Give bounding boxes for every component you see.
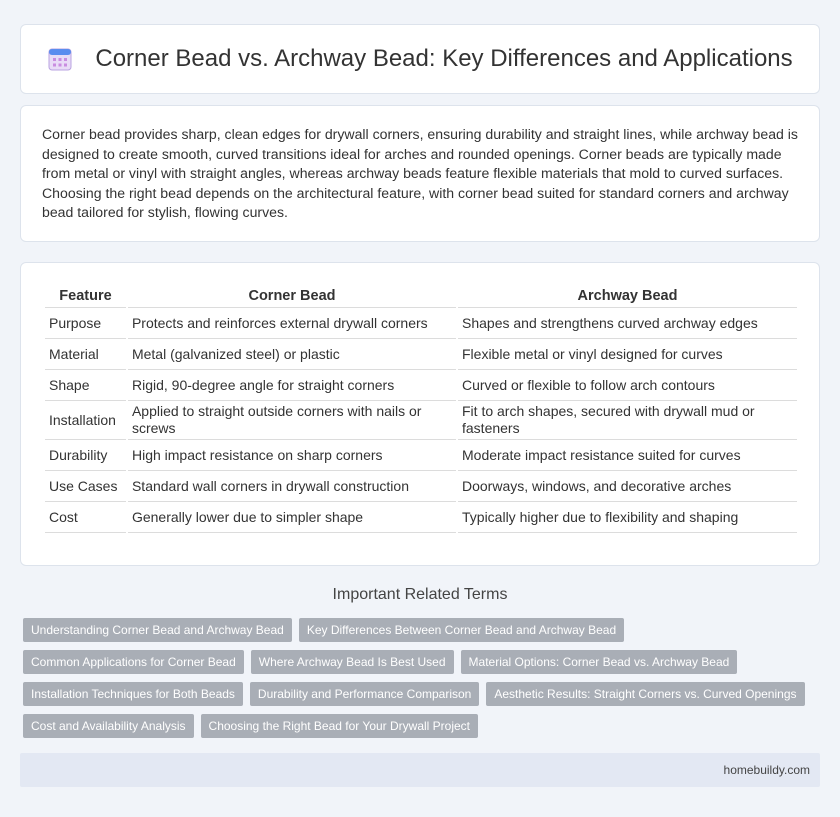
header-card <box>20 24 820 94</box>
corner-bead-cell: Applied to straight outside corners with nails or screws <box>128 401 456 440</box>
table-row <box>45 308 797 339</box>
intro-paragraph: Corner bead provides sharp, clean edges for drywall corners, ensuring durability and straight lines, while archway bead is designed to create smooth, curved transitions ideal for arches and rounded openings. Corner beads are typically made from metal or vinyl with straight angles, whereas archway beads feature flexible materials that mold to curved surfaces. Choosing the right bead depends on the architectural feature, with corner bead suited for standard corners and archway bead tailored for stylish, flowing curves. <box>42 126 798 220</box>
comparison-table-card <box>20 262 820 566</box>
feature-cell: Material <box>45 339 126 370</box>
corner-bead-cell: Metal (galvanized steel) or plastic <box>128 339 456 370</box>
feature-cell: Shape <box>45 370 126 401</box>
feature-cell: Cost <box>45 502 126 533</box>
corner-bead-cell: Rigid, 90-degree angle for straight corners <box>128 370 456 401</box>
table-row <box>45 401 797 440</box>
related-term-link[interactable]: Common Applications for Corner Bead <box>23 650 244 674</box>
feature-cell: Use Cases <box>45 471 126 502</box>
comparison-table <box>43 285 799 533</box>
page-title: Corner Bead vs. Archway Bead: Key Differences and Applications <box>95 45 793 72</box>
corner-bead-cell: Generally lower due to simpler shape <box>128 502 456 533</box>
table-row <box>45 440 797 471</box>
archway-bead-cell: Typically higher due to flexibility and shaping <box>458 502 797 533</box>
archway-bead-cell: Flexible metal or vinyl designed for curves <box>458 339 797 370</box>
related-term-link[interactable]: Installation Techniques for Both Beads <box>23 682 243 706</box>
related-terms-list <box>23 618 823 746</box>
feature-cell: Durability <box>45 440 126 471</box>
feature-cell: Purpose <box>45 308 126 339</box>
archway-bead-cell: Moderate impact resistance suited for curves <box>458 440 797 471</box>
feature-cell: Installation <box>45 401 126 440</box>
related-term-link[interactable]: Durability and Performance Comparison <box>250 682 479 706</box>
table-row <box>45 370 797 401</box>
footer-site-link[interactable]: homebuildy.com <box>723 763 810 777</box>
table-header-row <box>45 285 797 308</box>
related-term-link[interactable]: Cost and Availability Analysis <box>23 714 194 738</box>
calendar-icon <box>47 46 73 72</box>
related-term-link[interactable]: Understanding Corner Bead and Archway Bead <box>23 618 292 642</box>
related-term-link[interactable]: Where Archway Bead Is Best Used <box>251 650 454 674</box>
table-row <box>45 471 797 502</box>
related-term-link[interactable]: Key Differences Between Corner Bead and Archway Bead <box>299 618 624 642</box>
related-terms-title: Important Related Terms <box>332 586 508 603</box>
table-row <box>45 339 797 370</box>
archway-bead-cell: Doorways, windows, and decorative arches <box>458 471 797 502</box>
corner-bead-cell: Standard wall corners in drywall construction <box>128 471 456 502</box>
related-term-link[interactable]: Choosing the Right Bead for Your Drywall Project <box>201 714 478 738</box>
related-term-link[interactable]: Aesthetic Results: Straight Corners vs. Curved Openings <box>486 682 804 706</box>
column-header: Feature <box>45 285 126 308</box>
intro-card <box>20 105 820 242</box>
table-row <box>45 502 797 533</box>
corner-bead-cell: High impact resistance on sharp corners <box>128 440 456 471</box>
column-header: Corner Bead <box>128 285 456 308</box>
archway-bead-cell: Fit to arch shapes, secured with drywall mud or fasteners <box>458 401 797 440</box>
corner-bead-cell: Protects and reinforces external drywall corners <box>128 308 456 339</box>
related-term-link[interactable]: Material Options: Corner Bead vs. Archway Bead <box>461 650 738 674</box>
archway-bead-cell: Shapes and strengthens curved archway edges <box>458 308 797 339</box>
column-header: Archway Bead <box>458 285 797 308</box>
footer <box>20 753 820 787</box>
archway-bead-cell: Curved or flexible to follow arch contours <box>458 370 797 401</box>
